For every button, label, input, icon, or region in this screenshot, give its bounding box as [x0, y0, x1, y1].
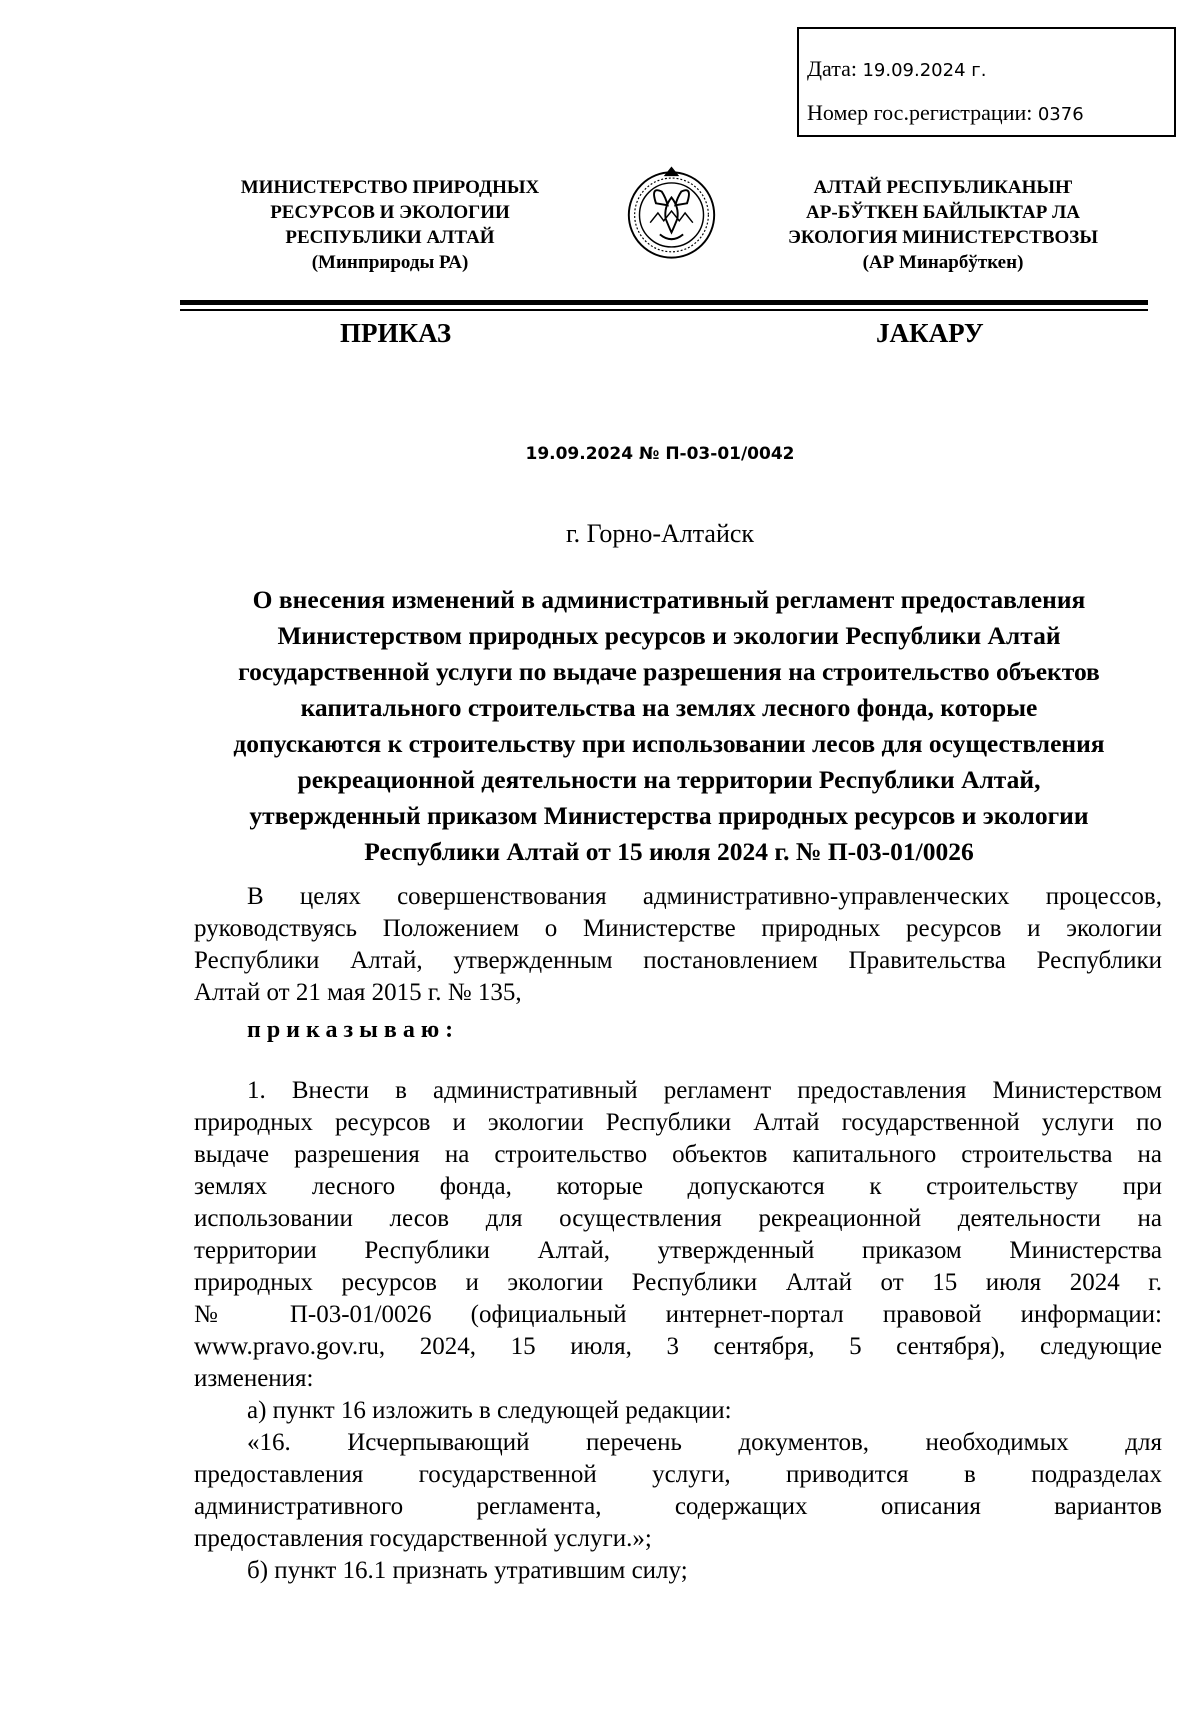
stamp-registration-line	[807, 93, 1174, 137]
order-body	[194, 1075, 1162, 1587]
preamble-line: Республики Алтай, утвержденным постановлением Правительства Республики	[194, 947, 1162, 974]
ministry-ru-line: РЕСУРСОВ И ЭКОЛОГИИ	[270, 202, 510, 223]
body-line: № П-03-01/0026 (официальный интернет-портал правовой информации:	[194, 1301, 1162, 1328]
stamp-registration-value: 0376	[1037, 104, 1084, 125]
order-command: приказываю:	[247, 1017, 460, 1043]
body-line: а) пункт 16 изложить в следующей редакции:	[247, 1397, 732, 1424]
title-line: Министерством природных ресурсов и экологии Республики Алтай	[277, 621, 1061, 650]
order-heading-altai: JАКАРУ	[876, 318, 984, 348]
body-line: территории Республики Алтай, утвержденный приказом Министерства	[194, 1237, 1162, 1264]
stamp-date-label: Дата:	[807, 56, 857, 81]
body-line: природных ресурсов и экологии Республики Алтай от 15 июля 2024 г.	[194, 1269, 1162, 1296]
ministry-name-altai	[758, 175, 1128, 275]
body-line: предоставления государственной услуги, приводится в подразделах	[194, 1461, 1162, 1488]
body-line: 1. Внести в административный регламент предоставления Министерством	[247, 1077, 1162, 1104]
ministry-alt-line: ЭКОЛОГИЯ МИНИСТЕРСТВОЗЫ	[787, 227, 1098, 248]
ministry-name-russian	[210, 175, 570, 275]
title-line: О внесения изменений в административный регламент предоставления	[252, 585, 1086, 614]
stamp-registration-label: Номер гос.регистрации:	[807, 100, 1033, 125]
body-line: изменения:	[194, 1365, 314, 1392]
title-line: утвержденный приказом Министерства природных ресурсов и экологии	[249, 801, 1089, 830]
title-line: допускаются к строительству при использовании лесов для осуществления	[233, 729, 1105, 758]
body-line: «16. Исчерпывающий перечень документов, необходимых для	[247, 1429, 1162, 1456]
title-line: капитального строительства на землях лесного фонда, которые	[300, 693, 1038, 722]
order-city: г. Горно-Алтайск	[565, 519, 755, 548]
body-line: использовании лесов для осуществления рекреационной деятельности на	[194, 1205, 1162, 1232]
title-line: Республики Алтай от 15 июля 2024 г. № П-03-01/0026	[364, 837, 974, 866]
ministry-ru-line: РЕСПУБЛИКИ АЛТАЙ	[285, 227, 495, 248]
body-line: выдаче разрешения на строительство объектов капитального строительства на	[194, 1141, 1162, 1168]
body-line: б) пункт 16.1 признать утратившим силу;	[247, 1557, 688, 1584]
order-heading-russian: ПРИКАЗ	[340, 318, 452, 348]
header-divider-thick	[180, 300, 1148, 305]
order-title	[185, 582, 1153, 870]
republic-altai-emblem-icon	[623, 163, 720, 263]
ministry-ru-line: МИНИСТЕРСТВО ПРИРОДНЫХ	[240, 177, 540, 198]
header-divider-thin	[180, 309, 1148, 311]
ministry-ru-short: (Минприроды РА)	[311, 252, 469, 273]
stamp-date-line	[807, 49, 1174, 93]
stamp-date-value: 19.09.2024 г.	[862, 60, 987, 81]
ministry-alt-short: (АР Минарбўткен)	[862, 252, 1024, 273]
preamble-line: руководствуясь Положением о Министерстве природных ресурсов и экологии	[194, 915, 1162, 942]
registration-stamp	[797, 27, 1176, 137]
body-line: www.pravo.gov.ru, 2024, 15 июля, 3 сентября, 5 сентября), следующие	[194, 1333, 1162, 1360]
title-line: государственной услуги по выдаче разрешения на строительство объектов	[238, 657, 1100, 686]
ministry-alt-line: АЛТАЙ РЕСПУБЛИКАНЫҤ	[813, 177, 1073, 198]
order-number: 19.09.2024 № П-03-01/0042	[525, 444, 795, 464]
preamble-line: Алтай от 21 мая 2015 г. № 135,	[194, 979, 522, 1006]
title-line: рекреационной деятельности на территории Республики Алтай,	[297, 765, 1041, 794]
body-line: предоставления государственной услуги.»;	[194, 1525, 652, 1552]
body-line: административного регламента, содержащих описания вариантов	[194, 1493, 1162, 1520]
ministry-alt-line: АР-БЎТКЕН БАЙЛЫКТАР ЛА	[806, 202, 1080, 223]
body-line: землях лесного фонда, которые допускаются к строительству при	[194, 1173, 1162, 1200]
preamble-paragraph	[194, 881, 1162, 1009]
body-line: природных ресурсов и экологии Республики Алтай государственной услуги по	[194, 1109, 1162, 1136]
preamble-line: В целях совершенствования административно-управленческих процессов,	[247, 883, 1162, 910]
